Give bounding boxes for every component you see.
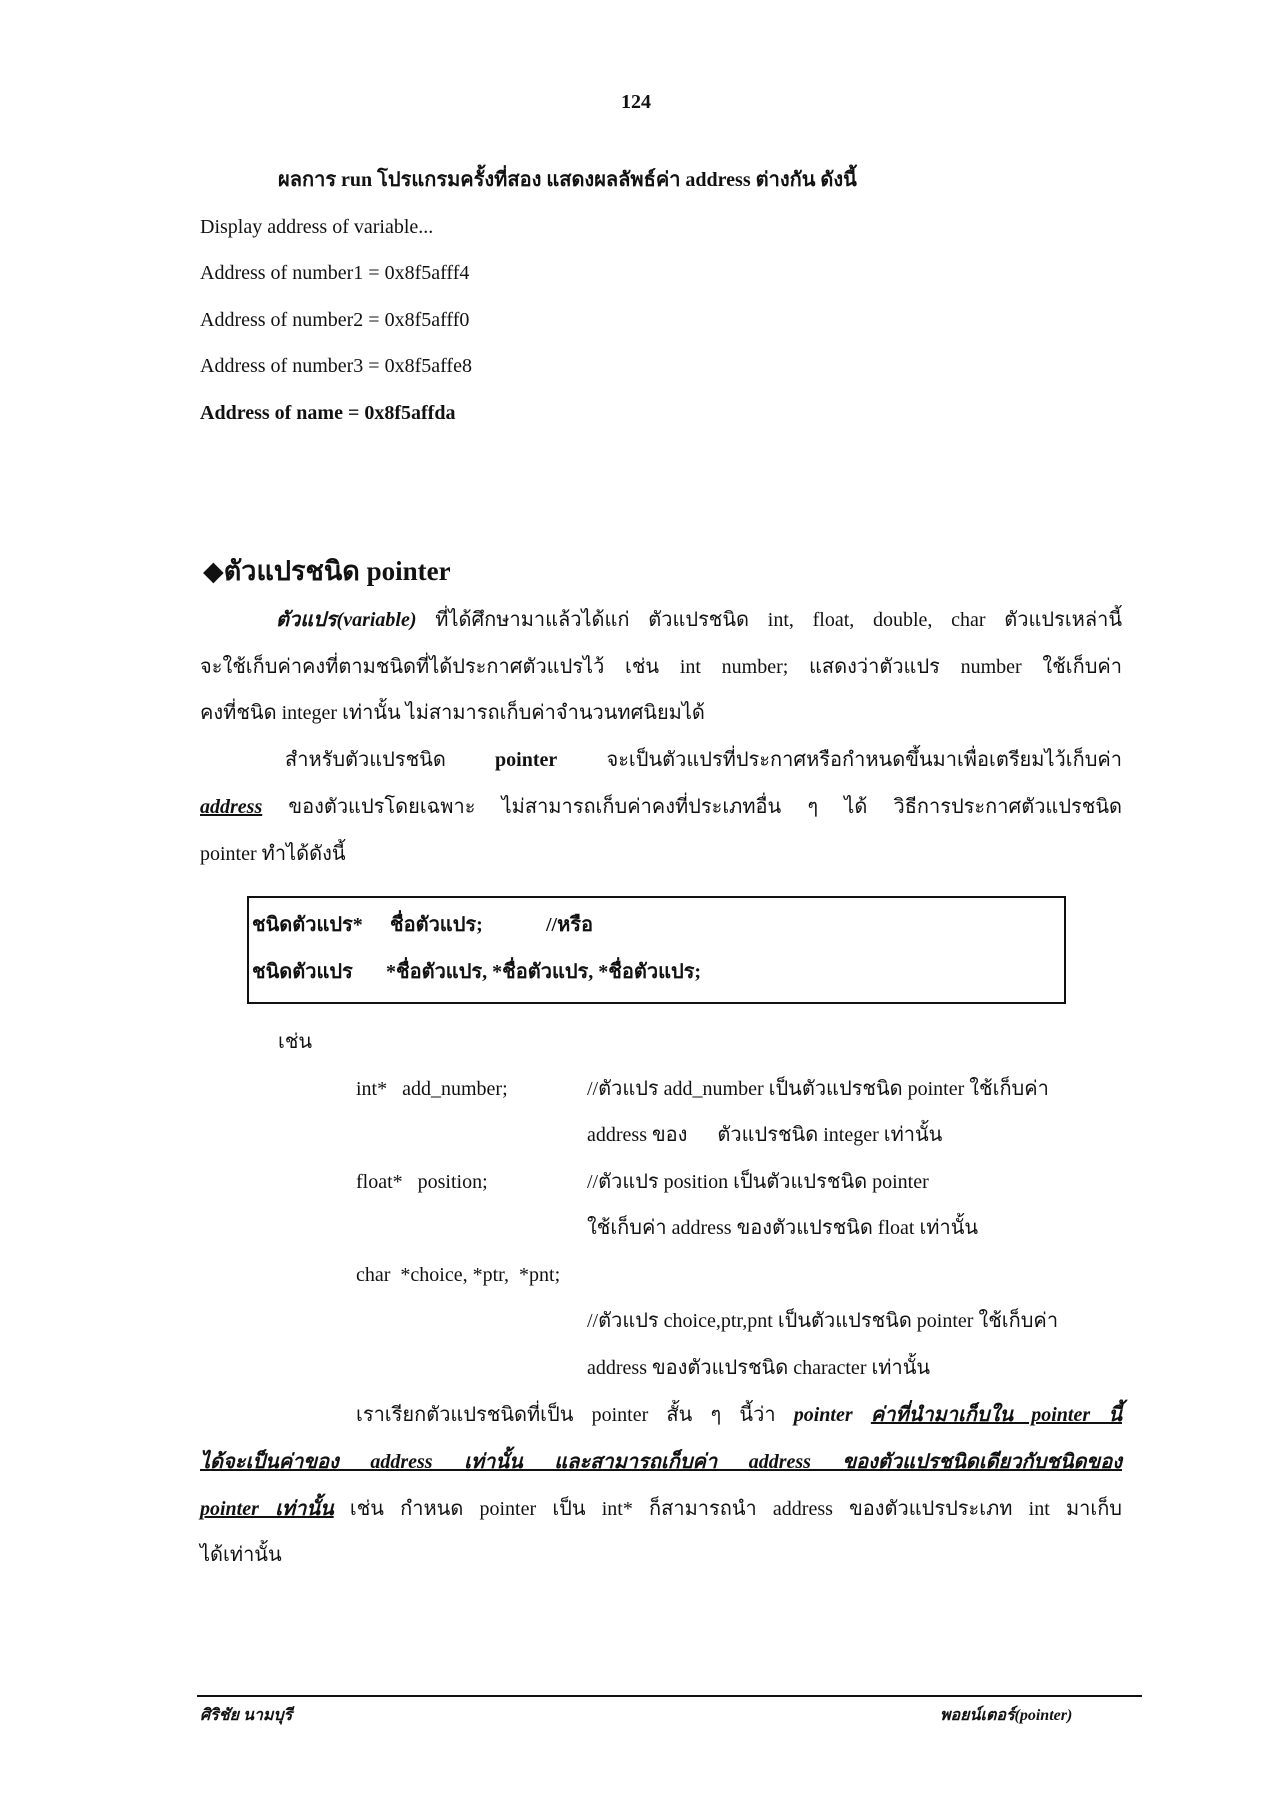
- para2-text: จะเป็นตัวแปรที่ประกาศหรือกำหนดขึ้นมาเพื่อเตรียมไว้เก็บค่า: [557, 749, 1122, 771]
- para3-line1: [356, 1403, 1122, 1427]
- para2-line3: pointer ทำได้ดังนี้: [200, 843, 346, 865]
- example-comment: ใช้เก็บค่า address ของตัวแปรชนิด float เท่านั้น: [587, 1217, 979, 1239]
- pointer-term: pointer: [495, 749, 558, 771]
- section-title: ตัวแปรชนิด pointer: [223, 556, 451, 586]
- syntax-box: [247, 896, 1066, 1004]
- example-comment: //ตัวแปร choice,ptr,pnt เป็นตัวแปรชนิด pointer ใช้เก็บค่า: [587, 1310, 1059, 1332]
- para1-line2: จะใช้เก็บค่าคงที่ตามชนิดที่ได้ประกาศตัวแปรไว้ เช่น int number; แสดงว่าตัวแปร number ใช้เก็บค่า: [200, 656, 1122, 678]
- para3-line3: [200, 1497, 1122, 1521]
- para3-text: เราเรียกตัวแปรชนิดที่เป็น pointer สั้น ๆ นี้ว่า: [356, 1404, 794, 1426]
- emphasis-text: ค่าที่นำมาเก็บใน pointer นี้: [870, 1404, 1122, 1426]
- pointer-term: pointer: [793, 1404, 853, 1426]
- footer-chapter: พอยน์เตอร์(pointer): [940, 1707, 1073, 1724]
- variable-term: ตัวแปร(variable): [276, 609, 417, 631]
- para3-line4: ได้เท่านั้น: [200, 1544, 282, 1566]
- example-code: int* add_number;: [356, 1078, 508, 1100]
- footer-rule: [197, 1695, 1142, 1697]
- example-comment: //ตัวแปร position เป็นตัวแปรชนิด pointer: [587, 1171, 929, 1193]
- para1-line1: [276, 608, 1122, 632]
- footer-author: ศิริชัย นามบุรี: [200, 1707, 293, 1724]
- para2-line1: [285, 748, 1122, 772]
- para1-line3: คงที่ชนิด integer เท่านั้น ไม่สามารถเก็บค่าจำนวนทศนิยมได้: [200, 702, 705, 724]
- para2-text: ของตัวแปรโดยเฉพาะ ไม่สามารถเก็บค่าคงที่ประเภทอื่น ๆ ได้ วิธีการประกาศตัวแปรชนิด: [262, 796, 1122, 818]
- output-line: Display address of variable...: [200, 216, 434, 238]
- example-code: char *choice, *ptr, *pnt;: [356, 1264, 561, 1286]
- intro-line: ผลการ run โปรแกรมครั้งที่สอง แสดงผลลัพธ์ค่า address ต่างกัน ดังนี้: [278, 169, 857, 191]
- emphasis-text: pointer เท่านั้น: [200, 1498, 334, 1520]
- syntax-type: ชนิดตัวแปร: [252, 961, 353, 983]
- section-heading: [203, 549, 451, 592]
- output-line-bold: Address of name = 0x8f5affda: [200, 402, 456, 424]
- diamond-bullet-icon: ◆: [203, 556, 224, 586]
- example-comment: address ของ ตัวแปรชนิด integer เท่านั้น: [587, 1124, 943, 1146]
- output-line: Address of number2 = 0x8f5afff0: [200, 309, 470, 331]
- example-code: float* position;: [356, 1171, 488, 1193]
- output-line: Address of number1 = 0x8f5afff4: [200, 262, 470, 284]
- syntax-type: ชนิดตัวแปร*: [252, 914, 363, 936]
- para2-text: สำหรับตัวแปรชนิด: [285, 749, 496, 771]
- para3-text: เช่น กำหนด pointer เป็น int* ก็สามารถนำ address ของตัวแปรประเภท int มาเก็บ: [333, 1498, 1122, 1520]
- syntax-names: *ชื่อตัวแปร, *ชื่อตัวแปร, *ชื่อตัวแปร;: [386, 961, 702, 983]
- example-comment: //ตัวแปร add_number เป็นตัวแปรชนิด pointer ใช้เก็บค่า: [587, 1078, 1049, 1100]
- para1-line1-rest: ที่ได้ศึกษามาแล้วได้แก่ ตัวแปรชนิด int, float, double, char ตัวแปรเหล่านี้: [416, 609, 1122, 631]
- output-line: Address of number3 = 0x8f5affe8: [200, 355, 472, 377]
- syntax-comment: //หรือ: [546, 914, 594, 936]
- para3-line2: ได้จะเป็นค่าของ address เท่านั้น และสามารถเก็บค่า address ของตัวแปรชนิดเดียวกับชนิดของ: [200, 1451, 1122, 1473]
- syntax-name: ชื่อตัวแปร;: [390, 914, 483, 936]
- address-term: address: [200, 796, 263, 818]
- example-label: เช่น: [278, 1031, 313, 1053]
- example-comment: address ของตัวแปรชนิด character เท่านั้น: [587, 1357, 931, 1379]
- page-number: 124: [621, 91, 651, 113]
- para2-line2: [200, 795, 1122, 819]
